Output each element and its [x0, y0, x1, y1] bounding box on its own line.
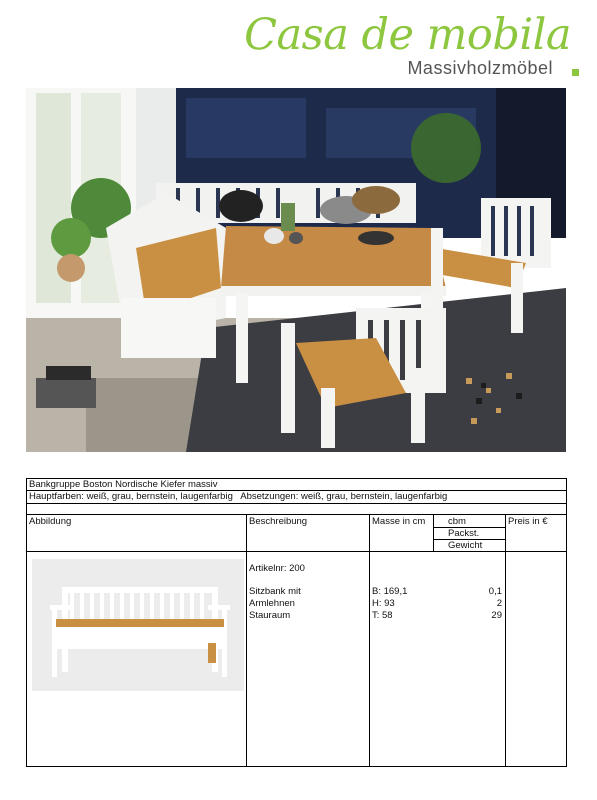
- cbm-value: 0,1: [488, 586, 502, 597]
- dimension-height: H: 93: [372, 598, 395, 609]
- column-separator: [505, 514, 506, 767]
- table-divider: [26, 514, 567, 515]
- header-gewicht: Gewicht: [448, 540, 483, 551]
- colors-line: Hauptfarben: weiß, grau, bernstein, laugenfarbig Absetzungen: weiß, grau, bernstein, laugenfarbig: [29, 491, 448, 502]
- table-title: Bankgruppe Boston Nordische Kiefer massiv: [29, 479, 218, 490]
- table-border-bottom: [26, 766, 567, 767]
- description-line: Sitzbank mit: [249, 586, 301, 597]
- packst-value: 2: [496, 598, 502, 609]
- article-number: Artikelnr: 200: [249, 563, 305, 574]
- dimension-depth: T: 58: [372, 610, 393, 621]
- header-abbildung: Abbildung: [29, 516, 72, 527]
- brand-name: Casa de mobila: [244, 10, 571, 60]
- brand-square-mark: [572, 69, 579, 76]
- header-beschreibung: Beschreibung: [249, 516, 308, 527]
- bench-product-image: [32, 559, 244, 691]
- column-separator: [433, 514, 434, 551]
- brand-logo: [244, 8, 583, 80]
- column-separator: [369, 514, 370, 767]
- table-border-right: [566, 478, 567, 767]
- table-border-left: [26, 478, 27, 767]
- product-photo: [26, 88, 566, 452]
- dimension-width: B: 169,1: [372, 586, 408, 597]
- column-separator: [246, 514, 247, 767]
- table-divider: [26, 503, 567, 504]
- header-packst: Packst.: [448, 528, 480, 539]
- header-masse: Masse in cm: [372, 516, 426, 527]
- description-line: Armlehnen: [249, 598, 295, 609]
- gewicht-value: 29: [491, 610, 502, 621]
- header-cbm: cbm: [448, 516, 466, 527]
- brand-tagline: Massivholzmöbel: [407, 58, 553, 78]
- description-line: Stauraum: [249, 610, 291, 621]
- table-divider: [26, 551, 567, 552]
- header-preis: Preis in €: [508, 516, 548, 527]
